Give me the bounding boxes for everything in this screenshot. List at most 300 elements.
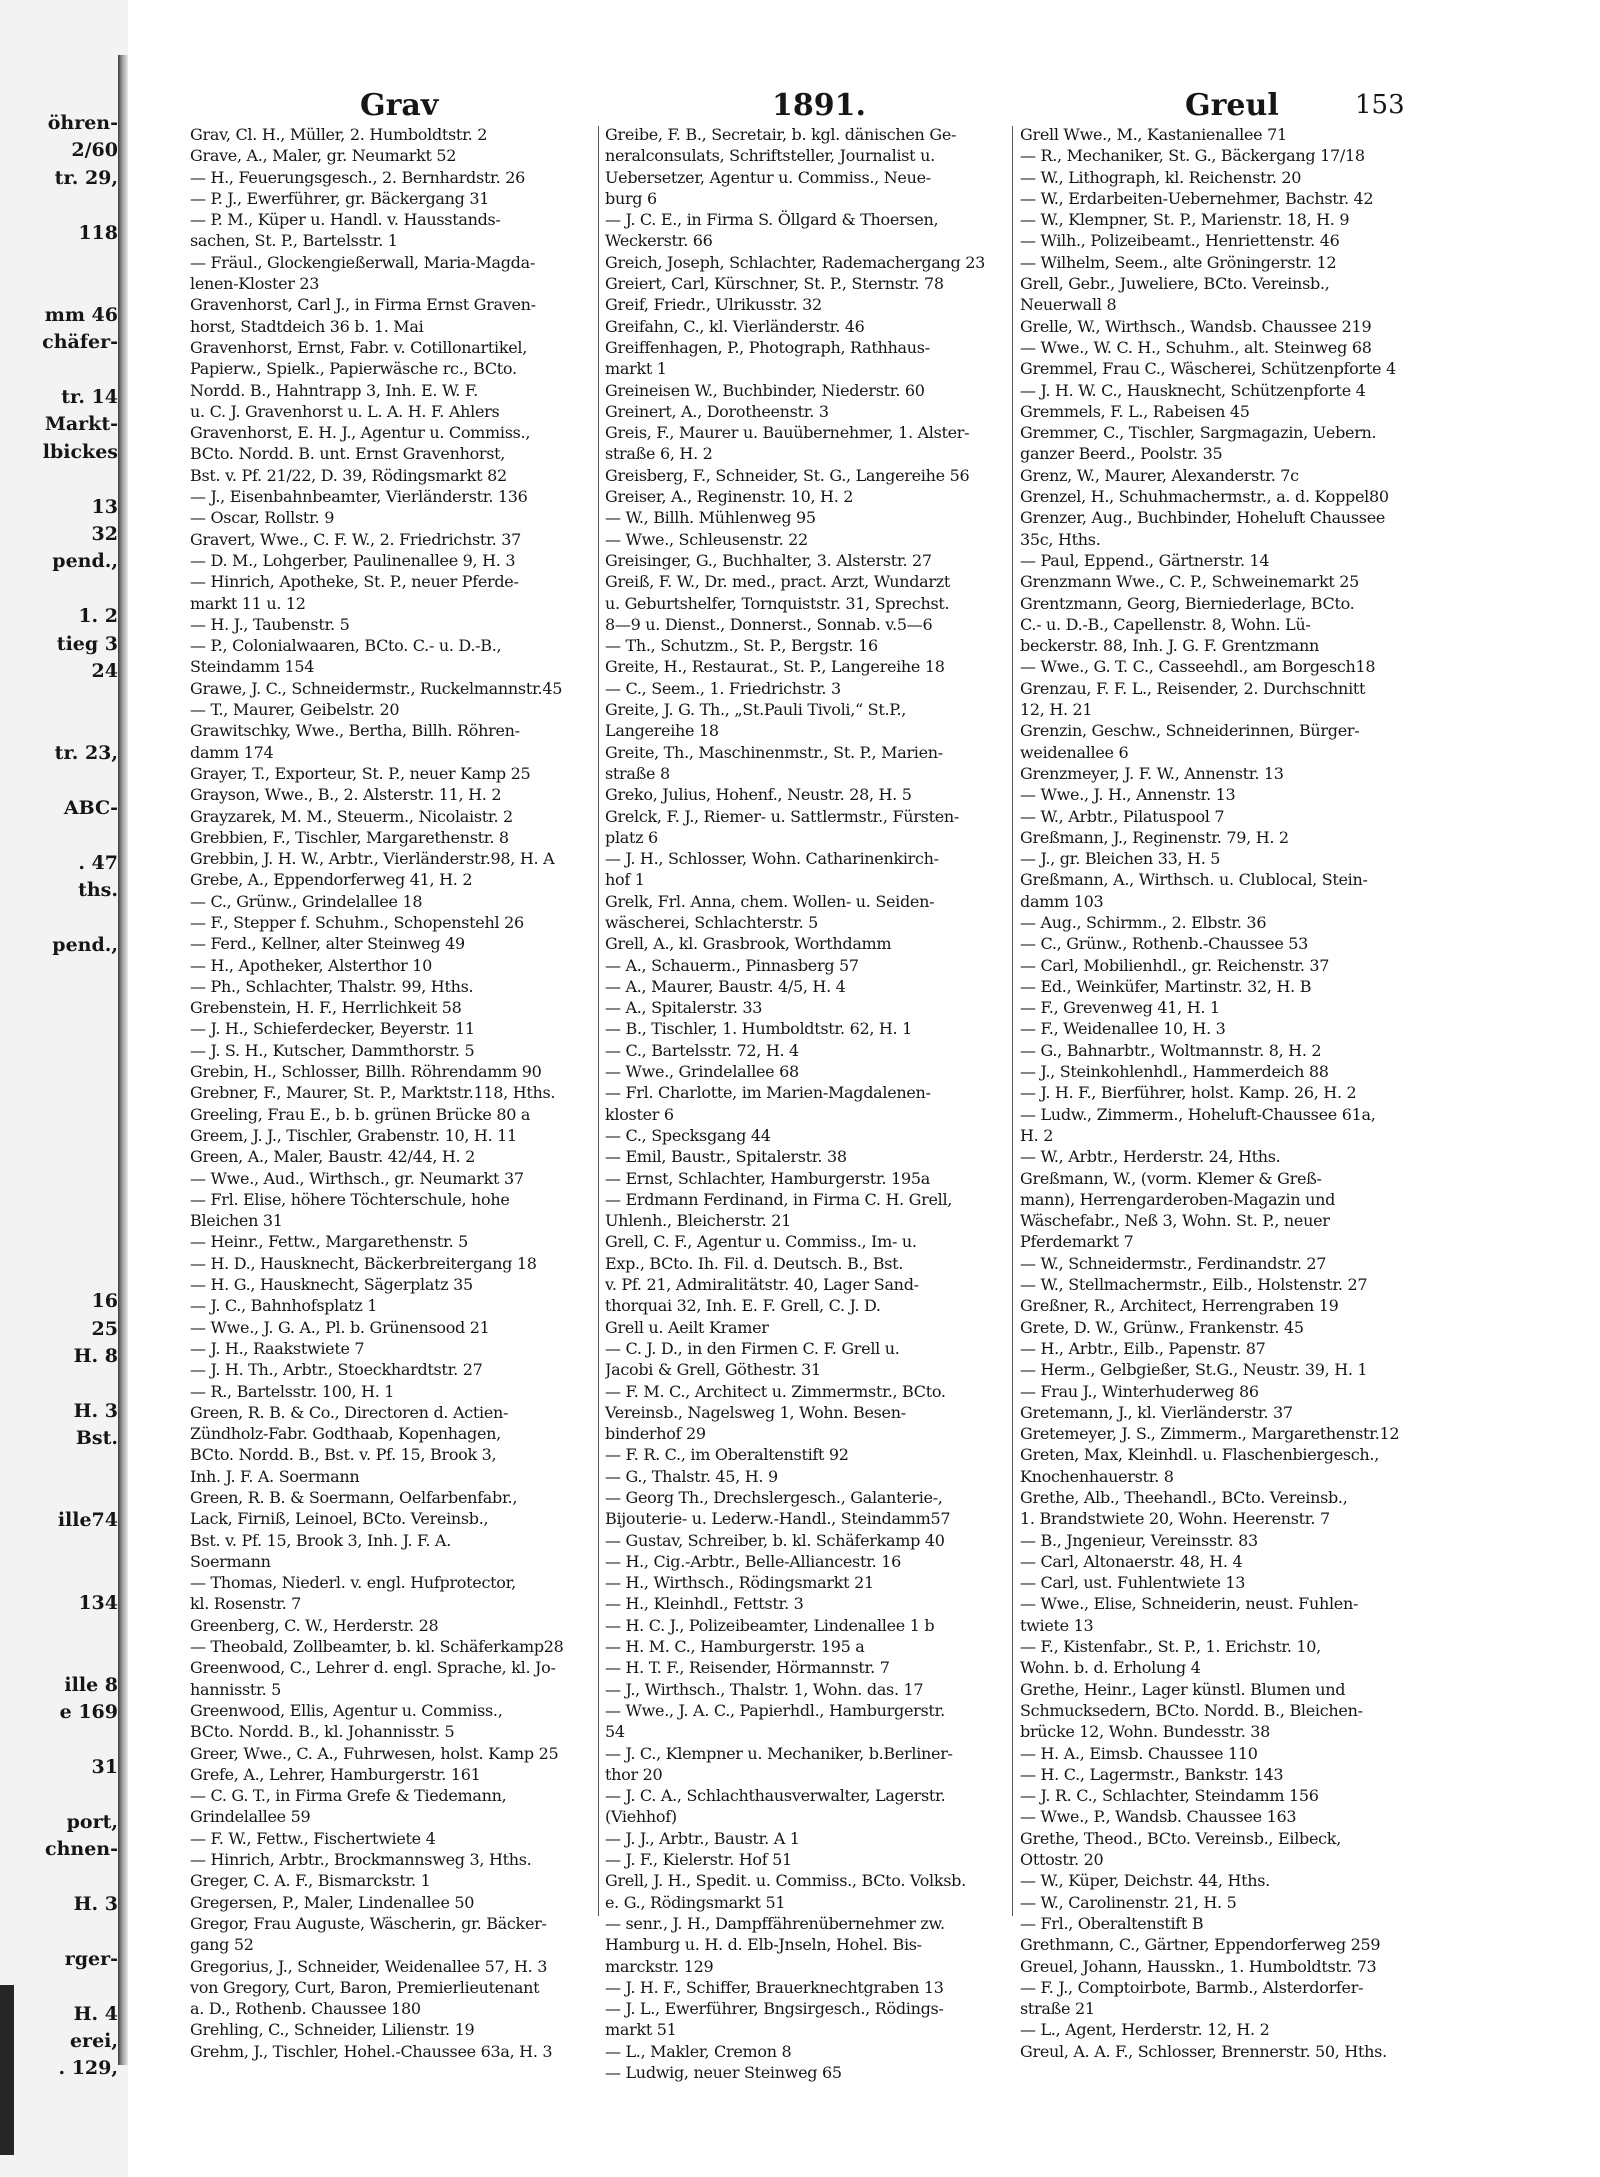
directory-entry: Grelk, Frl. Anna, chem. Wollen- u. Seiden- [605,891,935,911]
page-number: 153 [1355,90,1405,120]
facing-page-fragment: 2/60 [71,139,118,162]
directory-entry: — Paul, Eppend., Gärtnerstr. 14 [1020,550,1270,570]
directory-entry: Greiser, A., Reginenstr. 10, H. 2 [605,487,854,507]
directory-entry: BCto. Nordd. B., Bst. v. Pf. 15, Brook 3, [190,1445,497,1465]
directory-entry: 35c, Hths. [1020,529,1101,549]
directory-entry: (Viehhof) [605,1807,677,1827]
directory-entry: Green, R. B. & Soermann, Oelfarbenfabr., [190,1488,518,1507]
directory-entry: Pferdemarkt 7 [1020,1232,1134,1252]
directory-entry: Grayzarek, M. M., Steuerm., Nicolaistr. 2 [190,806,513,826]
directory-entry: — F. W., Fettw., Fischertwiete 4 [190,1828,436,1848]
directory-entry: Grelck, F. J., Riemer- u. Sattlermstr., Fürsten- [605,806,959,826]
directory-entry: — J., Steinkohlenhdl., Hammerdeich 88 [1020,1062,1329,1082]
directory-entry: — W., Billh. Mühlenweg 95 [605,508,816,528]
directory-entry: kl. Rosenstr. 7 [190,1594,302,1614]
directory-entry: — C., Seem., 1. Friedrichstr. 3 [605,678,841,698]
directory-entry: Greko, Julius, Hohenf., Neustr. 28, H. 5 [605,785,912,805]
directory-entry: weidenallee 6 [1020,742,1129,762]
directory-entry: — H. A., Eimsb. Chaussee 110 [1020,1743,1258,1763]
directory-entry: Gretemeyer, J. S., Zimmerm., Margarethenstr.12 [1020,1424,1400,1444]
directory-entry: Greten, Max, Kleinhdl. u. Flaschenbiergesch., [1020,1445,1380,1465]
directory-entry: Grave, A., Maler, gr. Neumarkt 52 [190,146,457,166]
directory-entry: Greßmann, W., (vorm. Klemer & Greß- [1020,1168,1322,1188]
directory-entry: — W., Carolinenstr. 21, H. 5 [1020,1892,1237,1912]
directory-entry: markt 11 u. 12 [190,593,306,613]
directory-entry: Greßner, R., Architect, Herrengraben 19 [1020,1296,1339,1316]
directory-entry: — J., Eisenbahnbeamter, Vierländerstr. 136 [190,487,528,507]
directory-entry: Grebner, F., Maurer, St. P., Marktstr.118, Hths. [190,1083,556,1103]
directory-entry: — Frau J., Winterhuderweg 86 [1020,1381,1259,1401]
directory-entry: — Carl, Altonaerstr. 48, H. 4 [1020,1551,1243,1571]
directory-entry: — J., Wirthsch., Thalstr. 1, Wohn. das. 17 [605,1679,924,1699]
facing-page-fragment: 118 [78,221,118,244]
facing-page-fragment: ille74 [57,1509,118,1532]
directory-entry: — Wwe., Aud., Wirthsch., gr. Neumarkt 37 [190,1168,524,1188]
directory-entry: — Wwe., G. T. C., Casseehdl., am Borgesch18 [1020,657,1376,677]
directory-entry: — J. C., Bahnhofsplatz 1 [190,1296,378,1316]
directory-entry: — Carl, Mobilienhdl., gr. Reichenstr. 37 [1020,955,1330,975]
directory-entry: — W., Arbtr., Pilatuspool 7 [1020,806,1225,826]
directory-entry: — L., Agent, Herderstr. 12, H. 2 [1020,2020,1270,2040]
directory-entry: — J. H., Schlosser, Wohn. Catharinenkirch- [605,849,939,869]
directory-entry: Greiß, F. W., Dr. med., pract. Arzt, Wundarzt [605,572,951,592]
directory-entry: BCto. Nordd. B., kl. Johannisstr. 5 [190,1722,455,1742]
directory-entry: damm 103 [1020,891,1104,911]
directory-entry: Greenwood, C., Lehrer d. engl. Sprache, kl. Jo- [190,1658,556,1678]
facing-page-fragment: tr. 29, [54,166,118,189]
directory-entry: — C., Specksgang 44 [605,1125,771,1145]
directory-entry: — B., Tischler, 1. Humboldtstr. 62, H. 1 [605,1019,913,1039]
directory-entry: Gravert, Wwe., C. F. W., 2. Friedrichstr. 37 [190,529,521,549]
directory-entry: mann), Herrengarderoben-Magazin und [1020,1189,1336,1209]
directory-entry: Grell, J. H., Spedit. u. Commiss., BCto. Volksb. [605,1871,966,1891]
directory-entry: straße 8 [605,763,670,783]
directory-entry: — W., Klempner, St. P., Marienstr. 18, H. 9 [1020,210,1350,230]
directory-entry: Grethmann, C., Gärtner, Eppendorferweg 259 [1020,1935,1381,1955]
directory-entry: — F., Kistenfabr., St. P., 1. Erichstr. 10, [1020,1637,1321,1657]
facing-page-fragment: öhren- [47,112,118,134]
directory-entry: — J., gr. Bleichen 33, H. 5 [1020,849,1221,869]
directory-entry: — H. M. C., Hamburgerstr. 195 a [605,1637,865,1657]
directory-entry: — F., Weidenallee 10, H. 3 [1020,1019,1226,1039]
directory-entry: Uhlenh., Bleicherstr. 21 [605,1211,791,1231]
directory-entry: Greer, Wwe., C. A., Fuhrwesen, holst. Kamp 25 [190,1743,559,1763]
directory-entry: — C. J. D., in den Firmen C. F. Grell u. [605,1338,900,1358]
directory-entry: a. D., Rothenb. Chaussee 180 [190,1999,421,2019]
directory-entry: H. 2 [1020,1125,1054,1145]
directory-entry: — W., Schneidermstr., Ferdinandstr. 27 [1020,1253,1327,1273]
directory-entry: Bst. v. Pf. 15, Brook 3, Inh. J. F. A. [190,1530,451,1550]
directory-entry: Exp., BCto. Ih. Fil. d. Deutsch. B., Bst. [605,1253,904,1273]
directory-entry: Grayer, T., Exporteur, St. P., neuer Kamp 25 [190,763,531,783]
directory-entry: — Th., Schutzm., St. P., Bergstr. 16 [605,636,878,656]
left-headword: Grav [360,88,439,123]
directory-entry: Jacobi & Grell, Göthestr. 31 [605,1360,821,1380]
directory-entry: — Wwe., Elise, Schneiderin, neust. Fuhlen- [1020,1594,1359,1614]
directory-entry: Greite, H., Restaurat., St. P., Langereihe 18 [605,657,945,677]
directory-entry: Greinert, A., Dorotheenstr. 3 [605,401,829,421]
directory-entry: 54 [605,1722,625,1742]
directory-entry: Grebe, A., Eppendorferweg 41, H. 2 [190,870,473,890]
directory-entry: Grell, Gebr., Juweliere, BCto. Vereinsb., [1020,274,1330,294]
directory-entry: Grehling, C., Schneider, Lilienstr. 19 [190,2020,475,2040]
directory-entry: Green, R. B. & Co., Directoren d. Actien- [190,1402,509,1422]
facing-page-fragment: 16 [91,1290,118,1313]
directory-entry: hof 1 [605,870,645,890]
directory-entry: e. G., Rödingsmarkt 51 [605,1892,786,1912]
directory-entry: — Ph., Schlachter, Thalstr. 99, Hths. [190,976,474,996]
directory-entry: — Wwe., Schleusenstr. 22 [605,529,808,549]
facing-page-fragment: tieg 3 [56,632,118,655]
column-1 [190,124,590,2062]
directory-entry: — Wwe., P., Wandsb. Chaussee 163 [1020,1807,1297,1827]
directory-entry: Grenzin, Geschw., Schneiderinnen, Bürger- [1020,721,1360,741]
directory-entry: Gregersen, P., Maler, Lindenallee 50 [190,1892,475,1912]
facing-page-fragment: pend., [52,934,118,956]
directory-entry: — P. M., Küper u. Handl. v. Hausstands- [190,210,501,230]
directory-entry: Grawitschky, Wwe., Bertha, Billh. Röhren- [190,721,520,741]
directory-entry: — W., Stellmachermstr., Eilb., Holstenstr. 27 [1020,1275,1368,1295]
directory-entry: Greif, Friedr., Ulrikusstr. 32 [605,295,822,315]
facing-page-fragment: rger- [64,1947,118,1970]
column-rule [598,126,599,1916]
right-headword: Greul [1185,88,1279,123]
facing-page-fragment: 24 [91,660,118,682]
directory-entry: — Theobald, Zollbeamter, b. kl. Schäferkamp28 [190,1637,564,1657]
directory-entry: — Wwe., J. A. C., Papierhdl., Hamburgerstr. [605,1700,945,1720]
directory-entry: — F. M. C., Architect u. Zimmermstr., BCto. [605,1381,946,1401]
directory-entry: Greineisen W., Buchbinder, Niederstr. 60 [605,380,925,400]
facing-page-fragment: lbickes [42,440,118,463]
directory-entry: — H., Arbtr., Eilb., Papenstr. 87 [1020,1338,1266,1358]
directory-entry: — B., Jngenieur, Vereinsstr. 83 [1020,1530,1258,1550]
book-gutter [118,55,128,2065]
directory-entry: Grebbien, F., Tischler, Margarethenstr. 8 [190,827,509,847]
facing-page-fragment: ABC- [63,797,118,819]
directory-entry: Papierw., Spielk., Papierwäsche rc., BCto. [190,359,517,379]
directory-entry: horst, Stadtdeich 36 b. 1. Mai [190,316,424,336]
directory-entry: damm 174 [190,742,274,762]
directory-entry: — F. J., Comptoirbote, Barmb., Alsterdorfer- [1020,1977,1364,1997]
directory-entry: Weckerstr. 66 [605,231,713,251]
directory-entry: — C., Grünw., Rothenb.-Chaussee 53 [1020,934,1309,954]
directory-entry: Greisberg, F., Schneider, St. G., Langereihe 56 [605,465,970,485]
directory-entry: Grefe, A., Lehrer, Hamburgerstr. 161 [190,1764,481,1784]
directory-entry: Gretemann, J., kl. Vierländerstr. 37 [1020,1402,1293,1422]
page-shadow [0,1985,14,2155]
facing-page-fragment: e 169 [59,1701,118,1724]
directory-entry: 12, H. 21 [1020,700,1093,720]
directory-entry: Schmucksedern, BCto. Nordd. B., Bleichen- [1020,1700,1363,1720]
directory-entry: — G., Bahnarbtr., Woltmannstr. 8, H. 2 [1020,1040,1322,1060]
directory-entry: BCto. Nordd. B. unt. Ernst Gravenhorst, [190,444,506,464]
directory-entry: — Ernst, Schlachter, Hamburgerstr. 195a [605,1168,930,1188]
directory-entry: — Ludwig, neuer Steinweg 65 [605,2063,842,2083]
directory-entry: — Frl., Oberaltenstift B [1020,1913,1204,1933]
facing-page-fragment: port, [66,1810,118,1833]
facing-page-fragment: . 47 [78,851,118,874]
directory-entry: Nordd. B., Hahntrapp 3, Inh. E. W. F. [190,380,478,400]
directory-entry: — A., Maurer, Baustr. 4/5, H. 4 [605,976,846,996]
directory-entry: — Ed., Weinküfer, Martinstr. 32, H. B [1020,976,1312,996]
directory-entry: — Wwe., J. H., Annenstr. 13 [1020,785,1236,805]
directory-entry: Bleichen 31 [190,1211,283,1231]
directory-entry: Grelle, W., Wirthsch., Wandsb. Chaussee 219 [1020,316,1372,336]
directory-entry: — Ludw., Zimmerm., Hoheluft-Chaussee 61a, [1020,1104,1376,1124]
directory-entry: Grenz, W., Maurer, Alexanderstr. 7c [1020,465,1299,485]
directory-entry: Langereihe 18 [605,721,719,741]
directory-entry: — J. H. F., Bierführer, holst. Kamp. 26, H. 2 [1020,1083,1357,1103]
directory-entry: — P. J., Ewerführer, gr. Bäckergang 31 [190,188,490,208]
directory-entry: — C. G. T., in Firma Grefe & Tiedemann, [190,1786,507,1806]
directory-entry: Gravenhorst, Carl J., in Firma Ernst Graven- [190,295,536,315]
directory-entry: Greenwood, Ellis, Agentur u. Commiss., [190,1700,503,1720]
directory-entry: — H., Feuerungsgesch., 2. Bernhardstr. 26 [190,167,525,187]
directory-entry: thorquai 32, Inh. E. F. Grell, C. J. D. [605,1296,881,1316]
directory-entry: — Wwe., W. C. H., Schuhm., alt. Steinweg 68 [1020,337,1372,357]
directory-entry: — H. G., Hausknecht, Sägerplatz 35 [190,1275,473,1295]
directory-entry: Grawe, J. C., Schneidermstr., Ruckelmannstr.45 [190,678,563,698]
directory-entry: — Carl, ust. Fuhlentwiete 13 [1020,1573,1246,1593]
directory-entry: Greem, J. J., Tischler, Grabenstr. 10, H. 11 [190,1125,517,1145]
directory-entry: — Wilhelm, Seem., alte Gröningerstr. 12 [1020,252,1337,272]
directory-entry: — J. J., Arbtr., Baustr. A 1 [605,1828,800,1848]
directory-entry: — T., Maurer, Geibelstr. 20 [190,700,400,720]
directory-entry: — L., Makler, Cremon 8 [605,2041,792,2061]
directory-entry: C.- u. D.-B., Capellenstr. 8, Wohn. Lü- [1020,614,1311,634]
directory-entry: — R., Mechaniker, St. G., Bäckergang 17/18 [1020,146,1365,166]
directory-entry: Grete, D. W., Grünw., Frankenstr. 45 [1020,1317,1304,1337]
directory-entry: — J. C. A., Schlachthausverwalter, Lagerstr. [605,1786,946,1806]
directory-entry: — R., Bartelsstr. 100, H. 1 [190,1381,395,1401]
directory-entry: Grethe, Alb., Theehandl., BCto. Vereinsb., [1020,1488,1348,1507]
directory-entry: Grebin, H., Schlosser, Billh. Röhrendamm 90 [190,1062,542,1082]
directory-entry: Steindamm 154 [190,657,315,677]
directory-entry: lenen-Kloster 23 [190,274,320,294]
directory-entry: — F., Grevenweg 41, H. 1 [1020,998,1220,1018]
facing-page-fragment: tr. 14 [61,386,118,408]
directory-entry: — Heinr., Fettw., Margarethenstr. 5 [190,1232,469,1252]
facing-page-fragment: 134 [78,1591,118,1614]
directory-entry: — J. H. W. C., Hausknecht, Schützenpforte 4 [1020,380,1366,400]
directory-entry: Greibe, F. B., Secretair, b. kgl. dänischen Ge- [605,125,957,144]
directory-entry: Greeling, Frau E., b. b. grünen Brücke 80 a [190,1104,531,1124]
directory-entry: Greich, Joseph, Schlachter, Rademachergang 23 [605,252,986,272]
directory-entry: — J. C., Klempner u. Mechaniker, b.Berliner- [605,1743,953,1763]
directory-entry: — H., Cig.-Arbtr., Belle-Alliancestr. 16 [605,1551,901,1571]
directory-entry: Greenberg, C. W., Herderstr. 28 [190,1615,439,1635]
directory-entry: Gremmel, Frau C., Wäscherei, Schützenpforte 4 [1020,359,1396,379]
directory-entry: Grindelallee 59 [190,1807,311,1827]
directory-entry: Lack, Firniß, Leinoel, BCto. Vereinsb., [190,1509,489,1529]
directory-entry: Neuerwall 8 [1020,295,1117,315]
directory-entry: Soermann [190,1551,271,1571]
directory-entry: — W., Erdarbeiten-Uebernehmer, Bachstr. 42 [1020,188,1374,208]
directory-page [150,60,1410,2150]
directory-entry: Grell, C. F., Agentur u. Commiss., Im- u. [605,1232,917,1252]
directory-entry: Greite, Th., Maschinenmstr., St. P., Marien- [605,742,943,762]
directory-entry: v. Pf. 21, Admiralitätstr. 40, Lager Sand- [605,1275,919,1295]
directory-entry: — H. T. F., Reisender, Hörmannstr. 7 [605,1658,890,1678]
directory-entry: Grell Wwe., M., Kastanienallee 71 [1020,125,1287,144]
directory-entry: — senr., J. H., Dampffährenübernehmer zw. [605,1913,945,1933]
facing-page-fragment: 32 [91,523,118,545]
directory-entry: — W., Lithograph, kl. Reichenstr. 20 [1020,167,1302,187]
directory-entry: Greßmann, J., Reginenstr. 79, H. 2 [1020,827,1289,847]
directory-entry: Greisinger, G., Buchhalter, 3. Alsterstr. 27 [605,550,932,570]
directory-entry: — H., Kleinhdl., Fettstr. 3 [605,1594,804,1614]
directory-entry: u. Geburtshelfer, Tornquiststr. 31, Sprechst. [605,593,950,613]
directory-entry: Gregorius, J., Schneider, Weidenallee 57, H. 3 [190,1956,548,1976]
directory-entry: — Emil, Baustr., Spitalerstr. 38 [605,1147,847,1167]
facing-page-fragment: Bst. [75,1427,118,1450]
directory-entry: Bst. v. Pf. 21/22, D. 39, Rödingsmarkt 82 [190,465,507,485]
directory-entry: Vereinsb., Nagelsweg 1, Wohn. Besen- [605,1402,906,1422]
directory-entry: — Ferd., Kellner, alter Steinweg 49 [190,934,465,954]
directory-entry: Gregor, Frau Auguste, Wäscherin, gr. Bäcker- [190,1913,547,1933]
directory-entry: von Gregory, Curt, Baron, Premierlieutenant [190,1977,540,1997]
directory-entry: Gremmels, F. L., Rabeisen 45 [1020,401,1250,421]
directory-entry: marckstr. 129 [605,1956,714,1976]
directory-entry: — Herm., Gelbgießer, St.G., Neustr. 39, H. 1 [1020,1360,1368,1380]
facing-page-fragment: H. 4 [73,2002,118,2025]
directory-entry: Grehm, J., Tischler, Hohel.-Chaussee 63a, H. 3 [190,2041,553,2061]
directory-entry: Greuel, Johann, Hausskn., 1. Humboldtstr. 73 [1020,1956,1377,1976]
directory-entry: — Gustav, Schreiber, b. kl. Schäferkamp 40 [605,1530,945,1550]
directory-entry: sachen, St. P., Bartelsstr. 1 [190,231,398,251]
directory-entry: Greul, A. A. F., Schlosser, Brennerstr. 50, Hths. [1020,2041,1387,2061]
directory-entry: — J. H., Raakstwiete 7 [190,1338,365,1358]
directory-entry: gang 52 [190,1935,254,1955]
directory-entry: u. C. J. Gravenhorst u. L. A. H. F. Ahlers [190,401,500,421]
directory-entry: — H. D., Hausknecht, Bäckerbreitergang 18 [190,1253,537,1273]
directory-entry: — H., Wirthsch., Rödingsmarkt 21 [605,1573,874,1593]
directory-entry: — J. H., Schieferdecker, Beyerstr. 11 [190,1019,475,1039]
directory-entry: — J. F., Kielerstr. Hof 51 [605,1850,792,1870]
directory-entry: — W., Arbtr., Herderstr. 24, Hths. [1020,1147,1281,1167]
directory-entry: — J. C. E., in Firma S. Öllgard & Thoersen, [605,210,939,230]
column-3 [1020,124,1420,2062]
directory-entry: Gremmer, C., Tischler, Sargmagazin, Uebern. [1020,423,1377,443]
directory-entry: Wäschefabr., Neß 3, Wohn. St. P., neuer [1020,1211,1330,1231]
directory-entry: neralconsulats, Schriftsteller, Journalist u. [605,146,935,166]
directory-entry: — Frl. Charlotte, im Marien-Magdalenen- [605,1083,931,1103]
directory-entry: — Hinrich, Arbtr., Brockmannsweg 3, Hths. [190,1850,532,1870]
directory-entry: — Aug., Schirmm., 2. Elbstr. 36 [1020,912,1267,932]
directory-entry: wäscherei, Schlachterstr. 5 [605,912,819,932]
directory-entry: Grenzer, Aug., Buchbinder, Hoheluft Chaussee [1020,508,1386,528]
directory-entry: — Fräul., Glockengießerwall, Maria-Magda- [190,252,535,272]
facing-page-fragment: H. 3 [73,1893,118,1915]
directory-entry: — G., Thalstr. 45, H. 9 [605,1466,778,1486]
directory-entry: — A., Spitalerstr. 33 [605,998,763,1018]
column-2 [605,124,1005,2083]
directory-entry: beckerstr. 88, Inh. J. G. F. Grentzmann [1020,636,1320,656]
directory-entry: twiete 13 [1020,1615,1094,1635]
directory-entry: 1. Brandstwiete 20, Wohn. Heerenstr. 7 [1020,1509,1330,1529]
directory-entry: Gravenhorst, Ernst, Fabr. v. Cotillonartikel, [190,337,527,357]
directory-entry: Grentzmann, Georg, Bierniederlage, BCto. [1020,593,1355,613]
year: 1891. [772,88,866,123]
directory-entry: Grell, A., kl. Grasbrook, Worthdamm [605,934,892,954]
directory-entry: — J. H. F., Schiffer, Brauerknechtgraben 13 [605,1977,944,1997]
directory-entry: markt 51 [605,2020,677,2040]
facing-page-fragment: 1. 2 [78,605,118,628]
directory-entry: markt 1 [605,359,667,379]
directory-entry: — W., Küper, Deichstr. 44, Hths. [1020,1871,1270,1891]
directory-entry: thor 20 [605,1764,663,1784]
directory-entry: Wohn. b. d. Erholung 4 [1020,1658,1201,1678]
directory-entry: Greger, C. A. F., Bismarckstr. 1 [190,1871,431,1891]
directory-entry: Ottostr. 20 [1020,1850,1104,1870]
directory-entry: Gravenhorst, E. H. J., Agentur u. Commiss., [190,423,531,443]
directory-entry: — Erdmann Ferdinand, in Firma C. H. Grell, [605,1189,953,1209]
directory-entry: brücke 12, Wohn. Bundesstr. 38 [1020,1722,1271,1742]
facing-page-fragment: ths. [78,879,118,902]
directory-entry: Grenzmeyer, J. F. W., Annenstr. 13 [1020,763,1284,783]
directory-entry: binderhof 29 [605,1424,706,1444]
directory-entry: — P., Colonialwaaren, BCto. C.- u. D.-B., [190,636,502,656]
directory-entry: — F., Stepper f. Schuhm., Schopenstehl 26 [190,912,524,932]
facing-page-fragment: H. 3 [73,1399,118,1422]
directory-entry: Greßmann, A., Wirthsch. u. Clublocal, Stein- [1020,870,1368,890]
facing-page-fragment: H. 8 [73,1345,118,1367]
directory-entry: — J. R. C., Schlachter, Steindamm 156 [1020,1786,1319,1806]
column-rule [1012,126,1013,1916]
directory-entry: — Wwe., J. G. A., Pl. b. Grünensood 21 [190,1317,490,1337]
directory-entry: Grell u. Aeilt Kramer [605,1317,769,1337]
directory-entry: ganzer Beerd., Poolstr. 35 [1020,444,1223,464]
directory-entry: Knochenhauerstr. 8 [1020,1466,1174,1486]
directory-entry: Grav, Cl. H., Müller, 2. Humboldtstr. 2 [190,125,488,144]
directory-entry: Zündholz-Fabr. Godthaab, Kopenhagen, [190,1424,501,1444]
directory-entry: Grethe, Theod., BCto. Vereinsb., Eilbeck, [1020,1828,1341,1848]
facing-page-fragment: 25 [91,1317,118,1340]
directory-entry: — Hinrich, Apotheke, St. P., neuer Pferde- [190,572,519,592]
directory-entry: — Wilh., Polizeibeamt., Henriettenstr. 46 [1020,231,1340,251]
directory-entry: Inh. J. F. A. Soermann [190,1466,360,1486]
directory-entry: — J. S. H., Kutscher, Dammthorstr. 5 [190,1040,475,1060]
directory-entry: — Thomas, Niederl. v. engl. Hufprotector, [190,1573,516,1593]
facing-page-fragment: Markt- [44,413,118,436]
facing-page-fragment: 31 [91,1756,118,1778]
directory-entry: straße 21 [1020,1999,1095,2019]
page-header [150,88,1410,124]
directory-entry: — H. J., Taubenstr. 5 [190,614,350,634]
directory-entry: Green, A., Maler, Baustr. 42/44, H. 2 [190,1147,476,1167]
facing-page-fragment: chnen- [45,1838,118,1861]
directory-entry: Grebenstein, H. F., Herrlichkeit 58 [190,998,462,1018]
directory-entry: — Oscar, Rollstr. 9 [190,508,335,528]
directory-entry: kloster 6 [605,1104,674,1124]
facing-page-fragment: tr. 23, [54,742,118,765]
directory-entry: Greiert, Carl, Kürschner, St. P., Sternstr. 78 [605,274,944,294]
directory-entry: — H. C., Lagermstr., Bankstr. 143 [1020,1764,1284,1784]
directory-entry: Uebersetzer, Agentur u. Commiss., Neue- [605,167,931,187]
facing-page-fragment: pend., [52,550,118,573]
directory-entry: Grethe, Heinr., Lager künstl. Blumen und [1020,1679,1346,1699]
directory-entry: — D. M., Lohgerber, Paulinenallee 9, H. 3 [190,550,516,570]
directory-entry: — H. C. J., Polizeibeamter, Lindenallee 1 b [605,1615,935,1635]
directory-entry: platz 6 [605,827,658,847]
facing-page-fragment: mm 46 [44,303,118,326]
facing-page-fragment: . 129, [58,2057,118,2080]
directory-entry: Grebbin, J. H. W., Arbtr., Vierländerstr.98, H. A [190,849,555,869]
directory-entry: Hamburg u. H. d. Elb-Jnseln, Hohel. Bis- [605,1935,922,1955]
facing-page-fragment: erei, [69,2030,118,2052]
directory-entry: Grenzel, H., Schuhmachermstr., a. d. Koppel80 [1020,487,1389,507]
directory-entry: — Georg Th., Drechslergesch., Galanterie-, [605,1488,943,1507]
